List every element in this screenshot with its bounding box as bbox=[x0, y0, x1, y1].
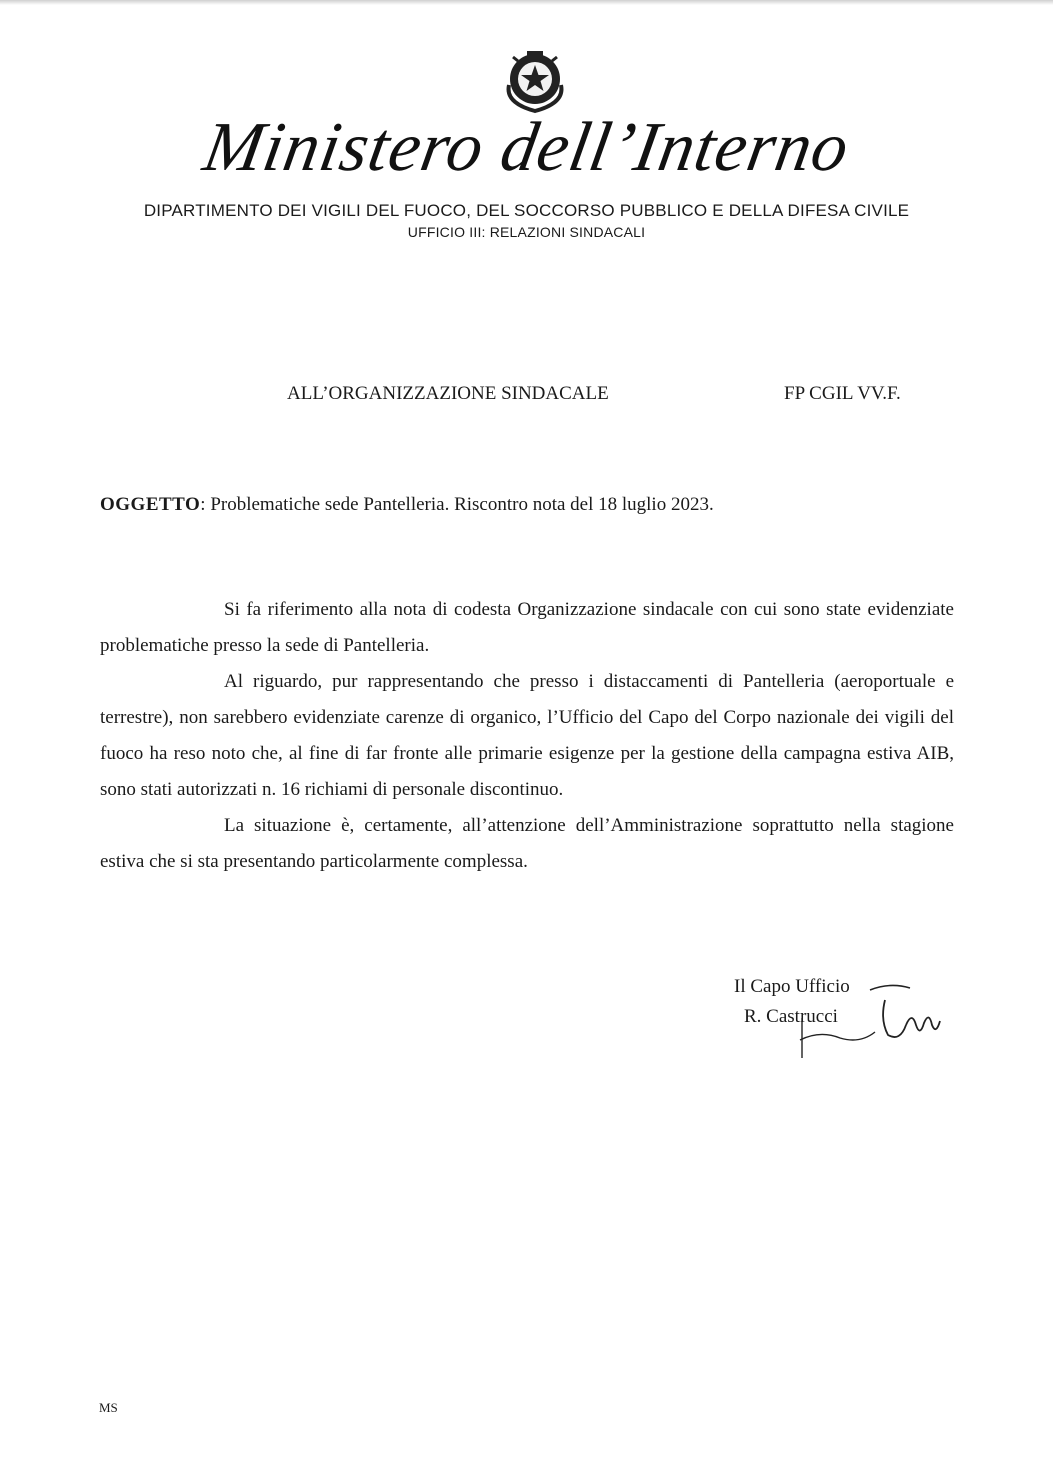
body-paragraph: Al riguardo, pur rappresentando che presso i distaccamenti di Pantelleria (aeroportuale e terrestre), non sarebbero evidenziate carenze di organico, l’Ufficio del Capo del Corpo nazionale dei vigili del fuoco ha reso noto che, al fine di far fronte alle primarie esigenze per la gestione della campagna estiva AIB, sono stati autorizzati n. 16 richiami di personale discontinuo. bbox=[100, 671, 954, 800]
department-name: DIPARTIMENTO DEI VIGILI DEL FUOCO, DEL SOCCORSO PUBBLICO E DELLA DIFESA CIVILE bbox=[143, 201, 910, 220]
recipient-line: ALL’ORGANIZZAZIONE SINDACALE bbox=[287, 383, 609, 404]
letter-body bbox=[100, 592, 954, 880]
office-name: UFFICIO III: RELAZIONI SINDACALI bbox=[407, 224, 646, 240]
signer-name: R. Castrucci bbox=[744, 1006, 838, 1027]
drafter-initials: MS bbox=[99, 1400, 118, 1415]
scan-edge bbox=[0, 0, 1053, 5]
italian-republic-emblem-icon bbox=[495, 45, 575, 115]
body-paragraph: Si fa riferimento alla nota di codesta Organizzazione sindacale con cui sono state evidenziate problematiche presso la sede di Pantelleria. bbox=[100, 599, 954, 656]
ministry-title: Ministero dell’Interno bbox=[198, 109, 856, 186]
subject-label: OGGETTO bbox=[100, 494, 201, 515]
signer-role: Il Capo Ufficio bbox=[734, 976, 850, 997]
subject-text: : Problematiche sede Pantelleria. Riscontro nota del 18 luglio 2023. bbox=[200, 494, 714, 515]
recipient-organization: FP CGIL VV.F. bbox=[784, 383, 901, 404]
handwritten-signature-icon bbox=[790, 980, 970, 1060]
body-paragraph: La situazione è, certamente, all’attenzione dell’Amministrazione soprattutto nella stagione estiva che si sta presentando particolarmente complessa. bbox=[100, 815, 954, 872]
subject-line bbox=[100, 494, 714, 516]
